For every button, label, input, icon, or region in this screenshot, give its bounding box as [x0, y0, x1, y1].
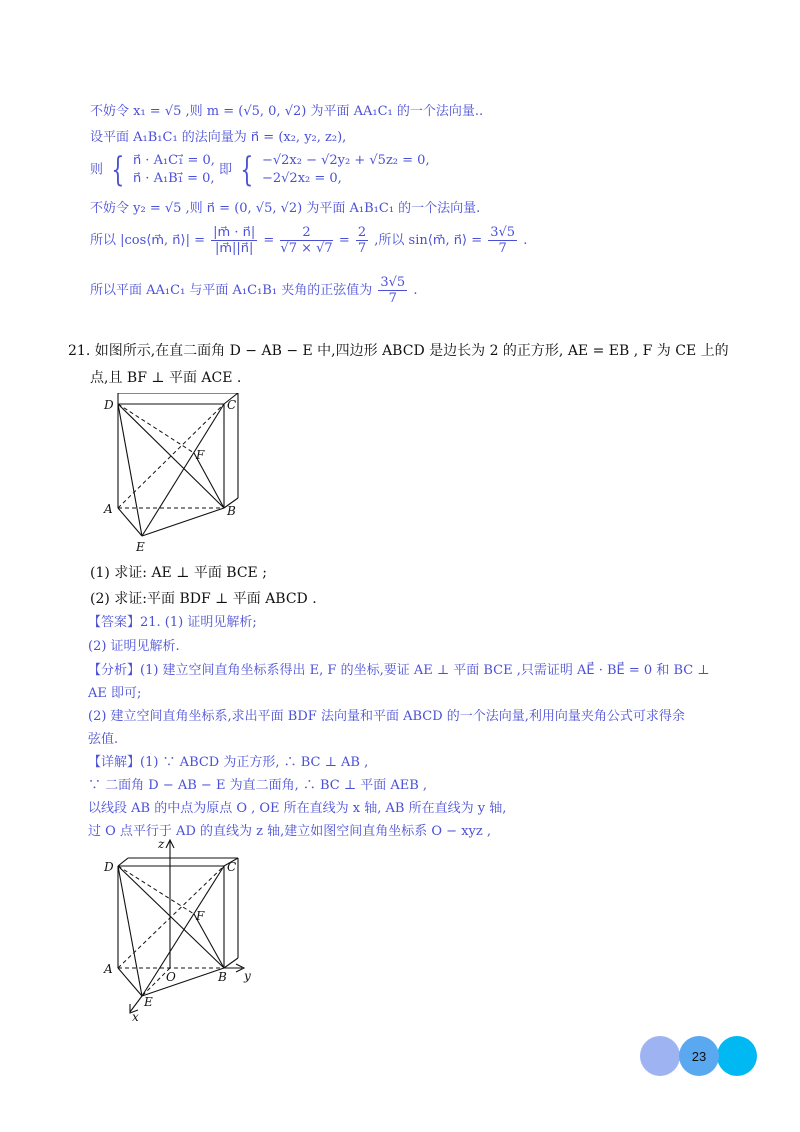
fraction-4: $\frac{3√5}{7}$ [490, 225, 516, 256]
fig2-label-x: x [132, 1010, 139, 1023]
label-E: E [136, 540, 145, 554]
detail-line-3: 以线段 AB 的中点为原点 O , OE 所在直线为 x 轴, AB 所在直线为 y 轴, [88, 801, 507, 816]
figure-2-coordinate-diagram [100, 838, 260, 1023]
solution-line-5 [90, 225, 527, 256]
cos-prefix: 所以 |cos⟨m⃗, n⃗⟩| = [90, 233, 206, 248]
figure-1-cube-diagram [100, 393, 250, 556]
solution-line-6 [90, 275, 417, 306]
fraction-2: $\frac{2}{√7 \times √7}$ [280, 225, 333, 256]
page-deco-circle-left [640, 1036, 680, 1076]
analysis-line-2: AE 即可; [88, 686, 142, 701]
fig2-label-E: E [144, 995, 153, 1009]
system-eq-1: n⃗ · A₁C₁⃗ = 0, [132, 153, 215, 168]
sine-conclusion: 所以平面 AA₁C₁ 与平面 A₁C₁B₁ 夹角的正弦值为 [90, 283, 373, 298]
system-eq-4: −2√2x₂ = 0, [261, 171, 342, 186]
fraction-1: $\frac{|m⃗ \cdot n⃗|}{|m⃗||n⃗|}$ [213, 225, 256, 256]
fig2-label-C: C [227, 860, 237, 874]
page-deco-circle-right [717, 1036, 757, 1076]
answer-line-1: 【答案】21. (1) 证明见解析; [88, 615, 257, 630]
solution-line-3: 则 { n⃗ · A₁C₁⃗ = 0, n⃗ · A₁B₁⃗ = 0, 即 { −√2x₂ − √2y₂ + √5z₂ = 0, −2√2x₂ = 0, [90, 150, 430, 190]
question-part-2: (2) 求证:平面 BDF ⊥ 平面 ABCD . [90, 591, 317, 607]
fig2-label-A: A [104, 962, 113, 976]
analysis-line-4: 弦值. [88, 732, 119, 747]
period-2: . [413, 283, 418, 298]
question-line-1: 21. 如图所示,在直二面角 D − AB − E 中,四边形 ABCD 是边长为 2 的正方形, AE = EB , F 为 CE 上的 [68, 343, 729, 359]
analysis-line-1: 【分析】(1) 建立空间直角坐标系得出 E, F 的坐标,要证 AE ⊥ 平面 BCE ,只需证明 AE⃗ · BE⃗ = 0 和 BC ⊥ [88, 663, 710, 678]
solution-ie: 即 [219, 162, 233, 178]
solution-line-1: 不妨令 x₁ = √5 ,则 m = (√5, 0, √2) 为平面 AA₁C₁ 的一个法向量.. [90, 104, 484, 119]
period: . [523, 233, 528, 248]
label-A: A [104, 502, 113, 516]
fig2-label-D: D [104, 860, 114, 874]
fig2-label-y: y [244, 969, 251, 983]
page-number-circle [679, 1036, 719, 1076]
fig2-label-F: F [196, 909, 205, 923]
fig2-label-z: z [158, 838, 165, 851]
analysis-line-3: (2) 建立空间直角坐标系,求出平面 BDF 法向量和平面 ABCD 的一个法向量,利用向量夹角公式可求得余 [88, 709, 685, 724]
solution-line-2: 设平面 A₁B₁C₁ 的法向量为 n⃗ = (x₂, y₂, z₂), [90, 130, 347, 145]
label-D: D [104, 398, 114, 412]
fig2-label-O: O [166, 970, 176, 984]
answer-line-2: (2) 证明见解析. [88, 639, 180, 654]
label-F: F [196, 448, 205, 462]
fraction-3: $\frac{2}{7}$ [357, 225, 367, 256]
equals-2: = [338, 233, 350, 248]
detail-line-1: 【详解】(1) ∵ ABCD 为正方形, ∴ BC ⊥ AB , [88, 755, 369, 770]
solution-line-4: 不妨令 y₂ = √5 ,则 n⃗ = (0, √5, √2) 为平面 A₁B₁C₁ 的一个法向量. [90, 201, 481, 216]
detail-line-2: ∵ 二面角 D − AB − E 为直二面角, ∴ BC ⊥ 平面 AEB , [88, 778, 428, 793]
label-B: B [227, 504, 236, 518]
system-eq-3: −√2x₂ − √2y₂ + √5z₂ = 0, [261, 153, 430, 168]
fraction-5: $\frac{3√5}{7}$ [380, 275, 406, 306]
page-number: 23 [691, 1048, 707, 1064]
label-C: C [227, 398, 237, 412]
question-part-1: (1) 求证: AE ⊥ 平面 BCE ; [90, 565, 267, 581]
system-eq-2: n⃗ · A₁B₁⃗ = 0, [132, 171, 215, 186]
sin-mid: ,所以 sin⟨m⃗, n⃗⟩ = [374, 233, 483, 248]
equals-1: = [263, 233, 275, 248]
fig2-label-B: B [218, 970, 227, 984]
solution-then: 则 [90, 162, 104, 178]
detail-line-4: 过 O 点平行于 AD 的直线为 z 轴,建立如图空间直角坐标系 O − xyz , [88, 824, 491, 839]
question-line-2: 点,且 BF ⊥ 平面 ACE . [90, 370, 242, 386]
